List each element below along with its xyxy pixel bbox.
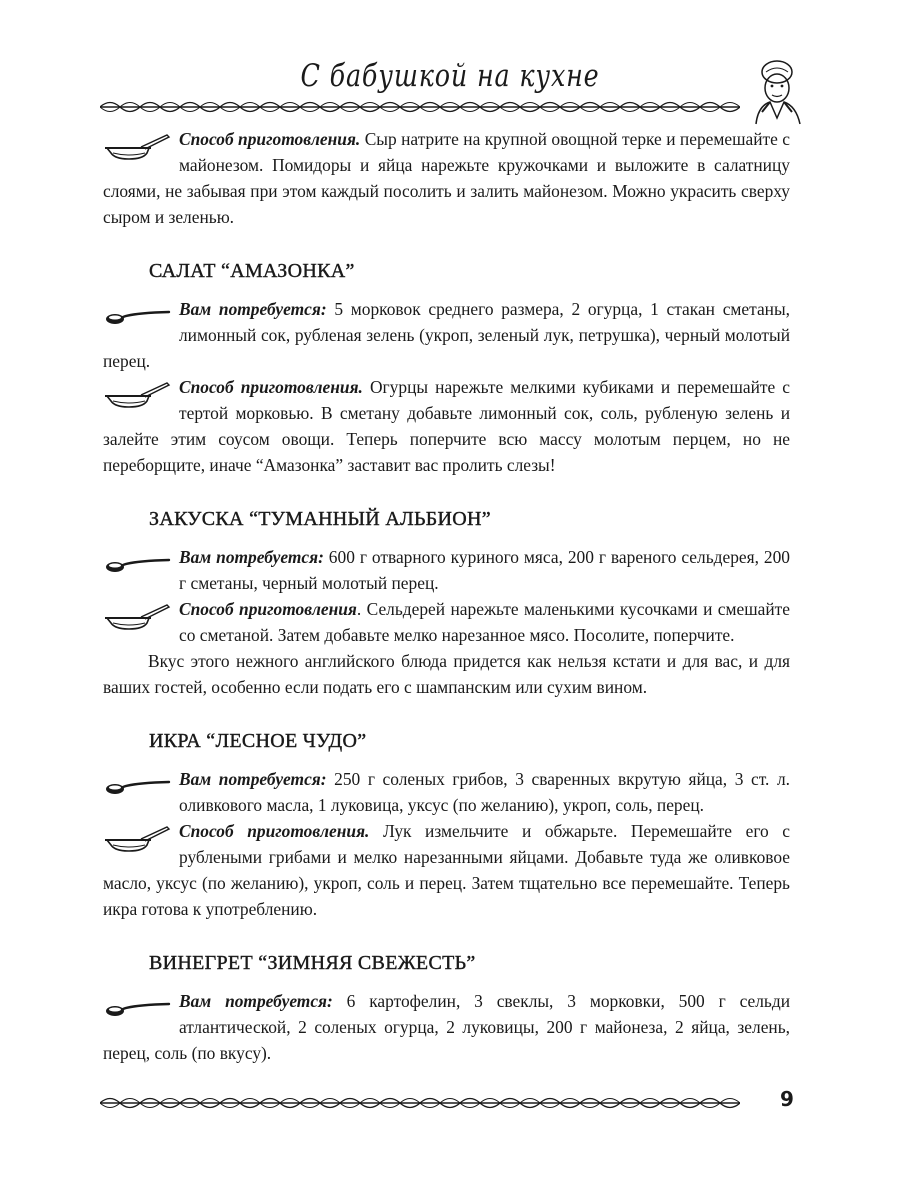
ingredients-label: Вам потребуется: (179, 991, 333, 1011)
recipe-title: ВИНЕГРЕТ “ЗИМНЯЯ СВЕЖЕСТЬ” (149, 952, 476, 974)
ingredients-label: Вам потребуется: (179, 769, 327, 789)
bowl-icon (103, 598, 179, 644)
ingredients-text: 600 г отварного куриного мяса, 200 г вареного сельдерея, 200 г сметаны, черный молотый перец. (179, 547, 790, 593)
method-label: Способ приготовления. (179, 377, 363, 397)
ingredients-text: 6 картофелин, 3 свеклы, 3 морковки, 500 г сельди атлантической, 2 соленых огурца, 2 луковицы, 200 г майонеза, 2 яйца, зелень, перец, соль (по вкусу). (103, 991, 790, 1063)
ingredients-paragraph (103, 766, 790, 818)
method-label: Способ приготовления. (179, 129, 361, 149)
method-paragraph (103, 126, 790, 230)
note-paragraph: Вкус этого нежного английского блюда придется как нельзя кстати и для вас, и для ваших гостей, особенно если подать его с шампанским или сухим вином. (103, 651, 790, 697)
spoon-icon (103, 994, 179, 1024)
ingredients-label: Вам потребуется: (179, 547, 324, 567)
method-text: . Сельдерей нарежьте маленькими кусочками и смешайте со сметаной. Затем добавьте мелко нарезанное мясо. Посолите, поперчите. (179, 599, 790, 645)
bowl-icon (103, 376, 179, 422)
method-label: Способ приготовления. (179, 821, 370, 841)
spoon-icon (103, 550, 179, 580)
method-paragraph (103, 596, 790, 648)
bowl-icon (103, 128, 179, 174)
method-text: Огурцы нарежьте мелкими кубиками и перемешайте с тертой морковью. В сметану добавьте лимонный сок, соль, рубленую зелень и залейте этим соусом овощи. Теперь поперчите всю массу молотым перцем, но не переборщите, иначе “Амазонка” заставит вас пролить слезы! (103, 377, 791, 475)
page-content (103, 126, 790, 1066)
ingredients-paragraph (103, 544, 790, 596)
recipe-title: ЗАКУСКА “ТУМАННЫЙ АЛЬБИОН” (149, 508, 491, 530)
page-header-title: С бабушкой на кухне (300, 58, 600, 94)
recipe-ikra (103, 726, 790, 922)
ornament-divider-icon (100, 96, 740, 118)
ingredients-label: Вам потребуется: (179, 299, 327, 319)
grandmother-portrait-icon (748, 58, 806, 126)
spoon-icon (103, 772, 179, 802)
bowl-icon (103, 820, 179, 866)
page-number: 9 (780, 1087, 794, 1111)
ornament-divider-icon (100, 1092, 740, 1114)
ingredients-text: 250 г соленых грибов, 3 сваренных вкрутую яйца, 3 ст. л. оливкового масла, 1 луковица, уксус (по желанию), укроп, соль, перец. (179, 769, 790, 815)
method-paragraph (103, 374, 790, 478)
ingredients-text: 5 морковок среднего размера, 2 огурца, 1 стакан сметаны, лимонный сок, рубленая зелень (укроп, зеленый лук, петрушка), черный молотый перец. (103, 299, 791, 371)
method-text: Лук измельчите и обжарьте. Перемешайте его с рублеными грибами и мелко нарезанными яйцами. Добавьте туда же оливковое масло, уксус (по желанию), укроп, соль и перец. Затем тщательно все перемешайте. Теперь икра готова к употреблению. (103, 821, 791, 919)
ingredients-paragraph (103, 296, 790, 374)
recipe-title: ИКРА “ЛЕСНОЕ ЧУДО” (149, 730, 367, 752)
intro-section (103, 126, 790, 230)
recipe-albion (103, 504, 790, 700)
ingredients-paragraph (103, 988, 790, 1066)
recipe-vinegret (103, 948, 790, 1066)
method-paragraph (103, 818, 790, 922)
recipe-amazonka (103, 256, 790, 478)
method-label: Способ приготовления (179, 599, 357, 619)
recipe-title: САЛАТ “АМАЗОНКА” (149, 260, 355, 282)
method-text: Сыр натрите на крупной овощной терке и перемешайте с майонезом. Помидоры и яйца нарежьте кружочками и выложите в салатницу слоями, не забывая при этом каждый посолить и залить майонезом. Можно украсить сверху сыром и зеленью. (103, 129, 790, 227)
spoon-icon (103, 302, 179, 332)
